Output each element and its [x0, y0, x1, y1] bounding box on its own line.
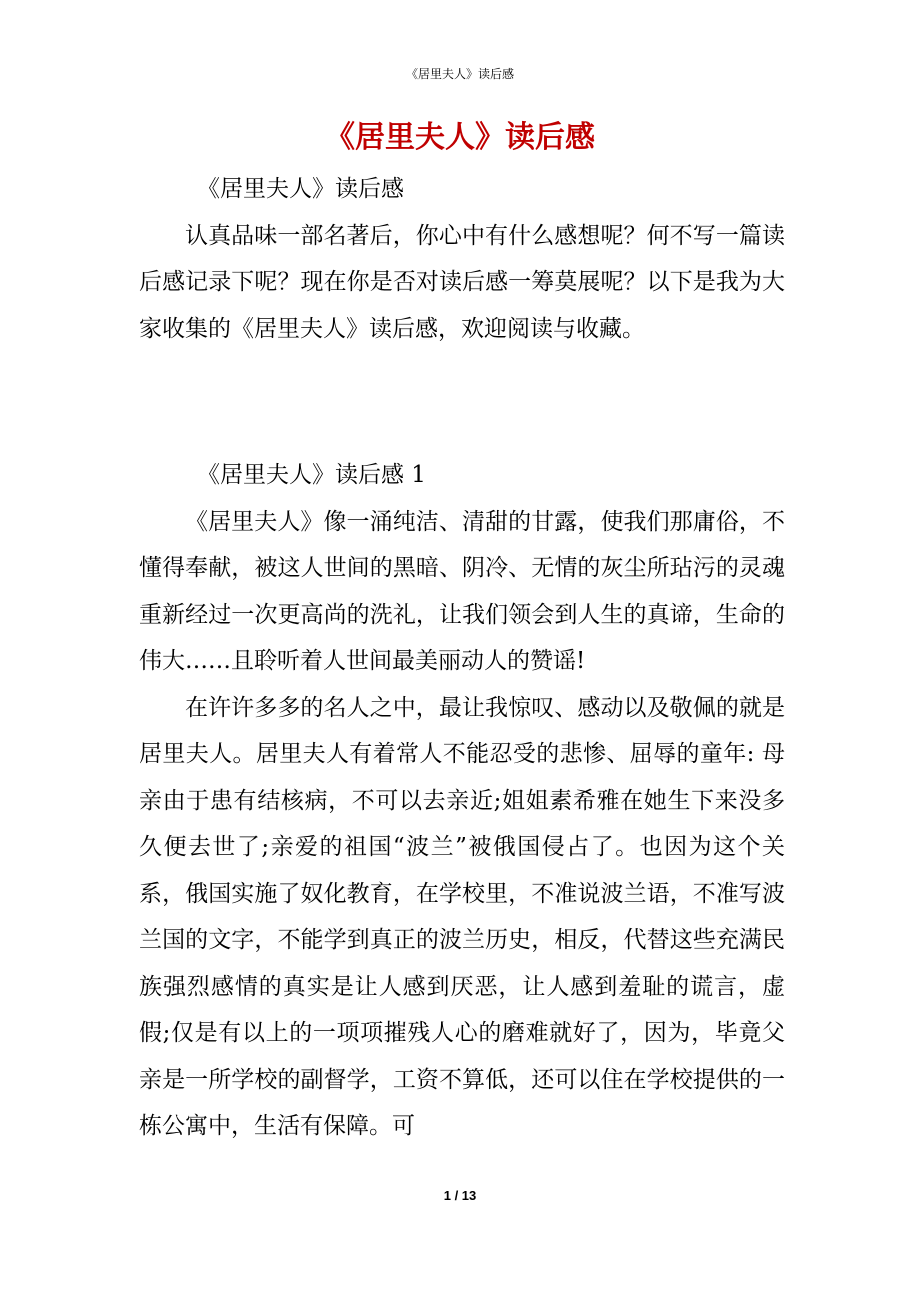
section-heading: 《居里夫人》读后感 1: [197, 462, 426, 488]
body-paragraph: 《居里夫人》像一涌纯洁、清甜的甘露，使我们那庸俗，不懂得奉献，被这人世间的黑暗、阴冷、无情的灰尘所玷污的灵魂重新经过一次更高尚的洗礼，让我们领会到人生的真谛，生命的伟大……且聆听着人世间最美丽动人的赞谣!: [139, 508, 785, 674]
page-number: 1 / 13: [443, 1188, 477, 1203]
intro-paragraph: 认真品味一部名著后，你心中有什么感想呢？何不写一篇读后感记录下呢？现在你是否对读后感一筹莫展呢？以下是我为大家收集的《居里夫人》读后感，欢迎阅读与收藏。: [139, 222, 785, 342]
running-header: 《居里夫人》读后感: [405, 67, 514, 81]
intro-heading: 《居里夫人》读后感: [197, 176, 404, 202]
intro-block: [139, 166, 785, 352]
body-paragraph: 在许许多多的名人之中，最让我惊叹、感动以及敬佩的就是居里夫人。居里夫人有着常人不能忍受的悲惨、屈辱的童年: 母亲由于患有结核病，不可以去亲近;姐姐素希雅在她生下来没多久便去世了;亲爱的祖国“波兰”被俄国侵占了。也因为这个关系，俄国实施了奴化教育，在学校里，不准说波兰语，不准写波兰国的文字，不能学到真正的波兰历史，相反，代替这些充满民族强烈感情的真实是让人感到厌恶，让人感到羞耻的谎言，虚假;仅是有以上的一项项摧残人心的磨难就好了，因为，毕竟父亲是一所学校的副督学，工资不算低，还可以住在学校提供的一栋公寓中，生活有保障。可: [139, 694, 785, 1139]
essay-section: [139, 452, 785, 1150]
document-title: 《居里夫人》读后感: [325, 120, 595, 155]
